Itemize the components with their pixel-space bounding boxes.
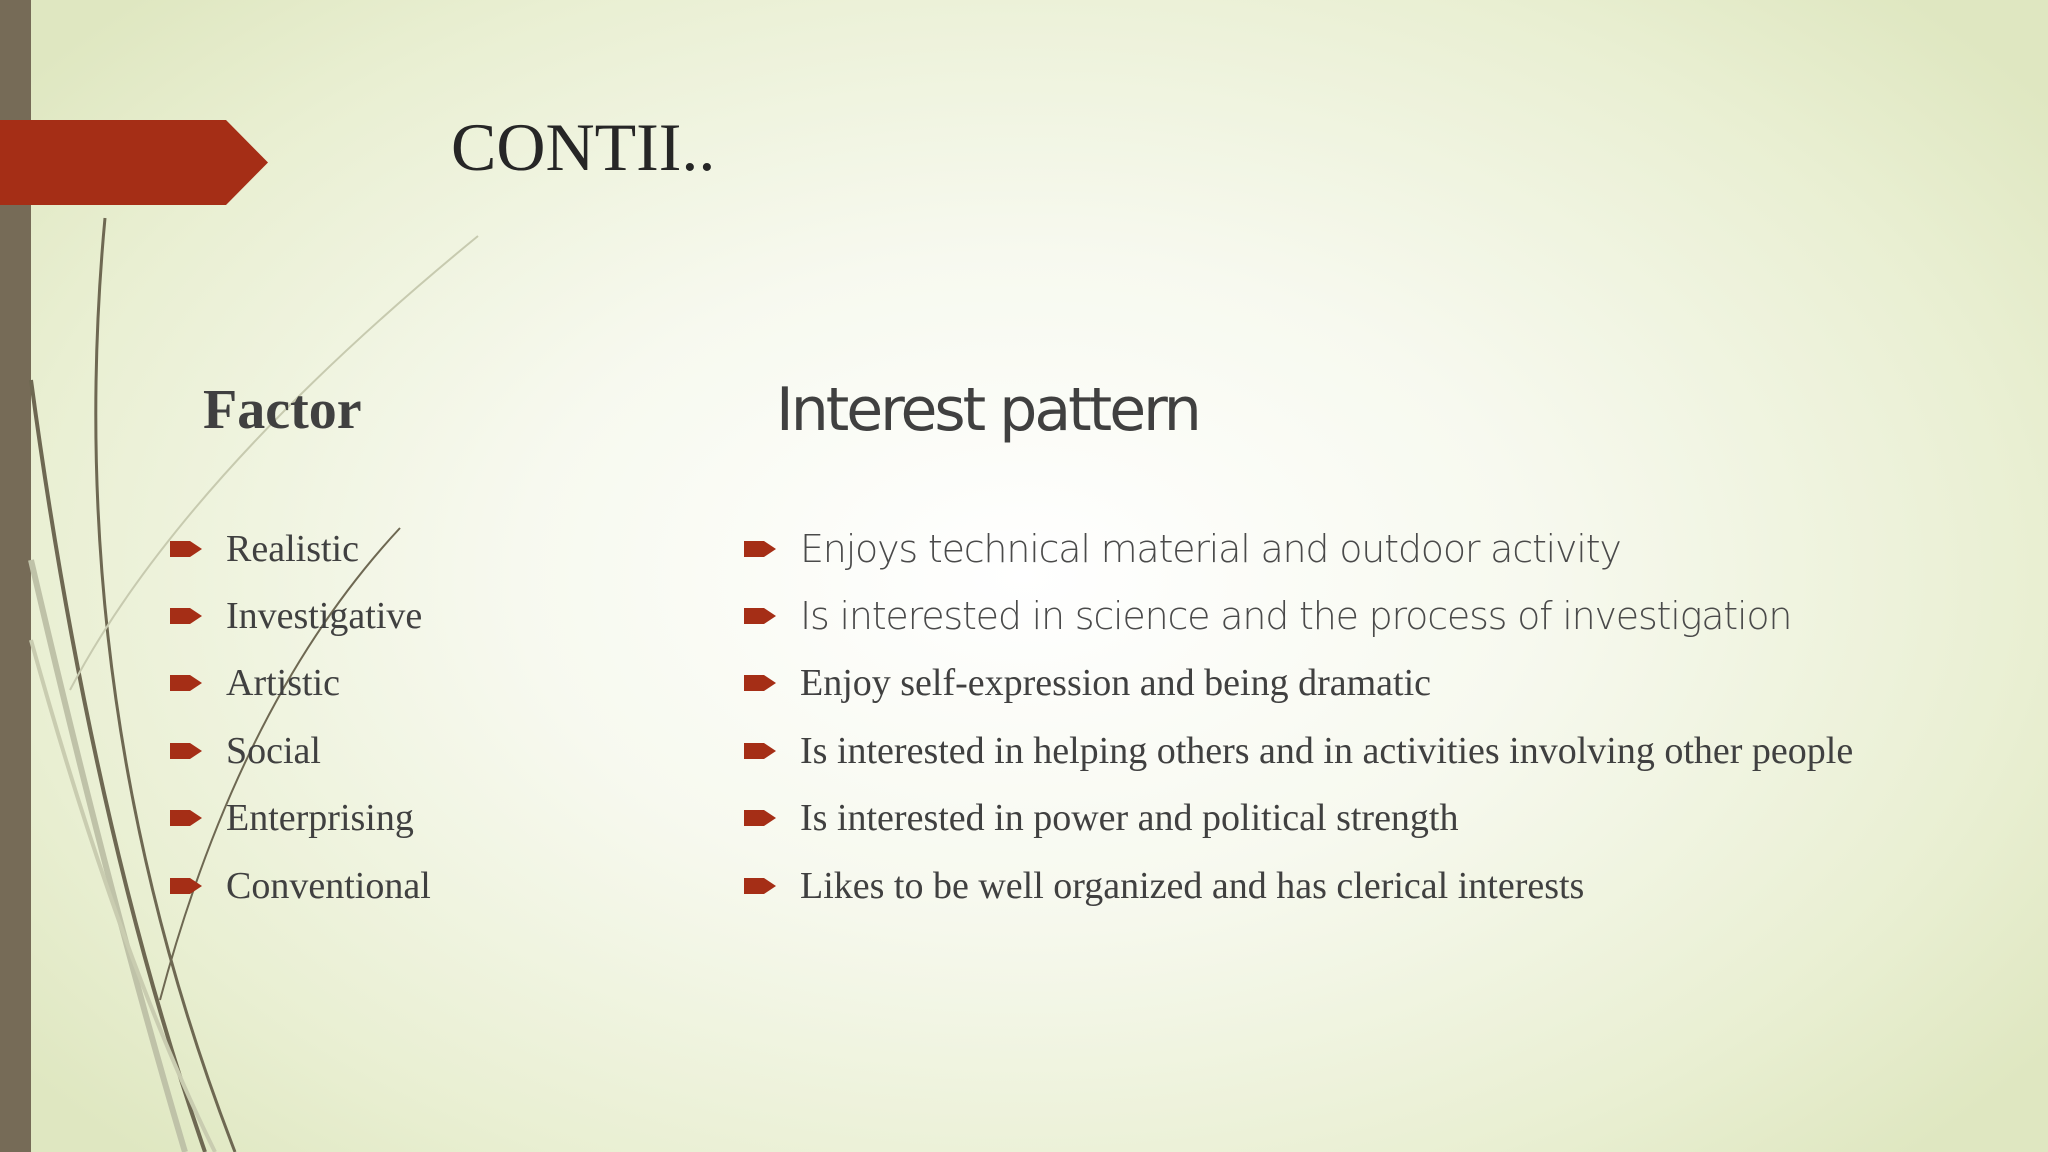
list-item	[170, 717, 431, 784]
list-item	[744, 852, 1853, 919]
arrow-bullet-icon	[170, 539, 202, 559]
list-item	[744, 650, 1853, 717]
pattern-text: Is interested in helping others and in activities involving other people	[800, 729, 1854, 772]
list-item	[170, 650, 431, 717]
list-item	[744, 582, 1853, 649]
list-item	[170, 582, 431, 649]
arrow-bullet-icon	[744, 606, 776, 626]
arrow-bullet-icon	[170, 741, 202, 761]
arrow-bullet-icon	[744, 673, 776, 693]
factor-list	[170, 515, 431, 919]
factor-label: Realistic	[226, 527, 359, 570]
factor-label: Investigative	[226, 595, 423, 638]
arrow-bullet-icon	[170, 808, 202, 828]
list-item	[744, 785, 1853, 852]
arrow-bullet-icon	[170, 606, 202, 626]
interest-pattern-heading: Interest pattern	[776, 375, 1199, 445]
factor-label: Conventional	[226, 864, 431, 907]
arrow-bullet-icon	[170, 673, 202, 693]
pattern-text: Enjoys technical material and outdoor activity	[800, 526, 1621, 571]
pattern-text: Is interested in science and the process of investigation	[800, 594, 1792, 639]
arrow-bullet-icon	[744, 808, 776, 828]
list-item	[744, 515, 1853, 582]
factor-heading: Factor	[203, 379, 362, 441]
arrow-bullet-icon	[744, 876, 776, 896]
interest-pattern-list	[744, 515, 1853, 919]
factor-label: Social	[226, 729, 321, 772]
arrow-bullet-icon	[744, 539, 776, 559]
arrow-bullet-icon	[744, 741, 776, 761]
list-item	[744, 717, 1853, 784]
pattern-text: Is interested in power and political strength	[800, 797, 1459, 840]
factor-label: Enterprising	[226, 797, 414, 840]
list-item	[170, 852, 431, 919]
list-item	[170, 515, 431, 582]
pattern-text: Enjoy self-expression and being dramatic	[800, 662, 1432, 705]
title-banner-arrow	[0, 120, 268, 205]
factor-label: Artistic	[226, 662, 340, 705]
list-item	[170, 785, 431, 852]
slide-title: CONTII..	[451, 109, 716, 185]
pattern-text: Likes to be well organized and has clerical interests	[800, 864, 1585, 907]
arrow-bullet-icon	[170, 876, 202, 896]
